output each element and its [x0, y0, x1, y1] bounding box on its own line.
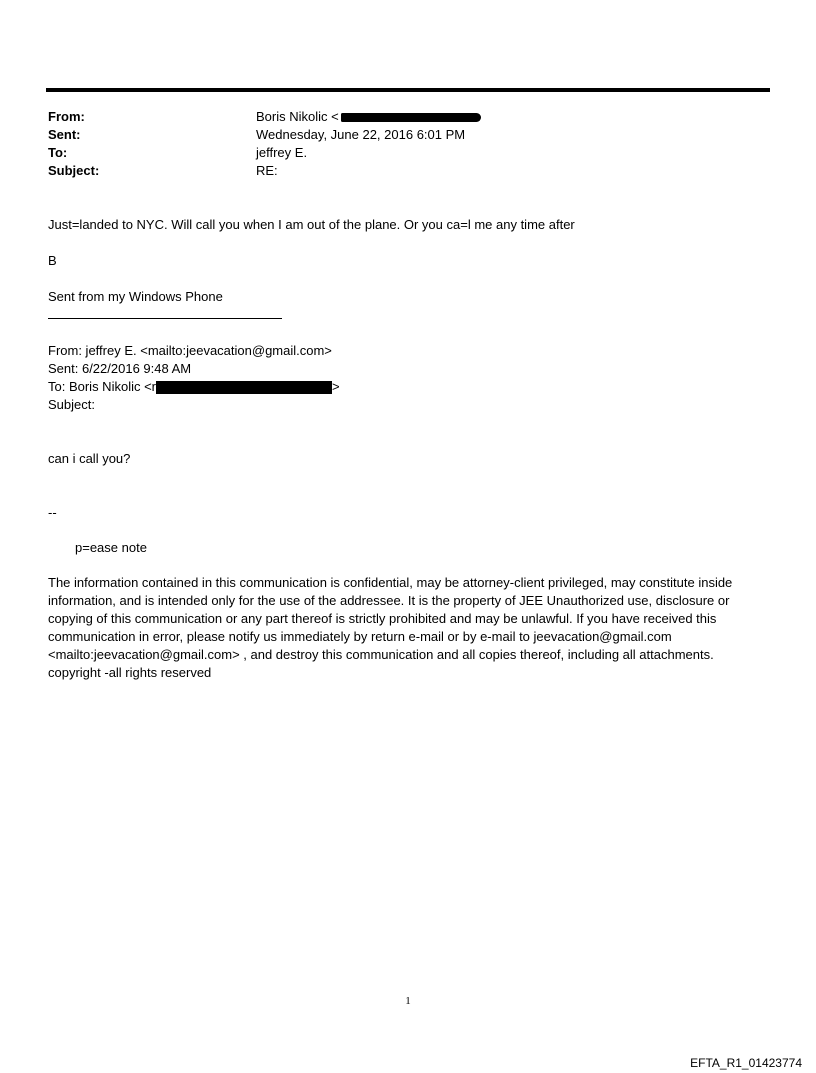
redaction-mark [341, 113, 481, 122]
email-header [48, 108, 481, 180]
quoted-sent: Sent: 6/22/2016 9:48 AM [48, 361, 192, 376]
body-signature: Sent from my Windows Phone [48, 289, 223, 304]
subject-row [48, 162, 481, 180]
page-number: 1 [405, 995, 411, 1007]
quoted-note: p=ease note [75, 540, 147, 555]
sent-row [48, 126, 481, 144]
body-signoff: B [48, 253, 57, 268]
to-label: To: [48, 145, 68, 160]
quoted-header [48, 342, 340, 414]
header-rule [46, 88, 770, 92]
quoted-subject: Subject: [48, 397, 95, 412]
subject-label: Subject: [48, 163, 100, 178]
disclaimer-text: The information contained in this communication is confidential, may be attorney-client privileged, may constitute inside information, and is intended only for the use of the addressee. It is the property of JEE Unauthorized use, disclosure or copying of this communication or any part thereof is strictly prohibited and may be unlawful. If you have received this communication in error, please notify us immediately by return e-mail or by e-mail to jeevacation@gmail.com <mailto:jeevacation@gmail.com> , and destroy this communication and all copies thereof, including all attachments. copyright -all rights reserved [48, 575, 733, 680]
redaction-block [156, 381, 332, 394]
quoted-dashes: -- [48, 505, 57, 520]
quoted-to-prefix: To: Boris Nikolic <r [48, 379, 156, 394]
to-value: jeffrey E. [256, 145, 308, 160]
quoted-to-suffix: > [332, 379, 340, 394]
quoted-message: can i call you? [48, 451, 131, 466]
quoted-from: From: jeffrey E. <mailto:jeevacation@gmail.com> [48, 343, 332, 358]
sent-value: Wednesday, June 22, 2016 6:01 PM [256, 127, 466, 142]
to-row [48, 144, 481, 162]
from-name: Boris Nikolic < [256, 109, 339, 124]
quoted-to [48, 378, 340, 396]
document-id: EFTA_R1_01423774 [690, 1056, 802, 1070]
sent-label: Sent: [48, 127, 81, 142]
subject-value: RE: [256, 163, 278, 178]
from-row [48, 108, 481, 126]
body-line-1: Just=landed to NYC. Will call you when I am out of the plane. Or you ca=l me any time after [48, 217, 575, 232]
from-label: From: [48, 109, 85, 124]
from-value [256, 108, 481, 126]
quote-separator [48, 318, 282, 319]
